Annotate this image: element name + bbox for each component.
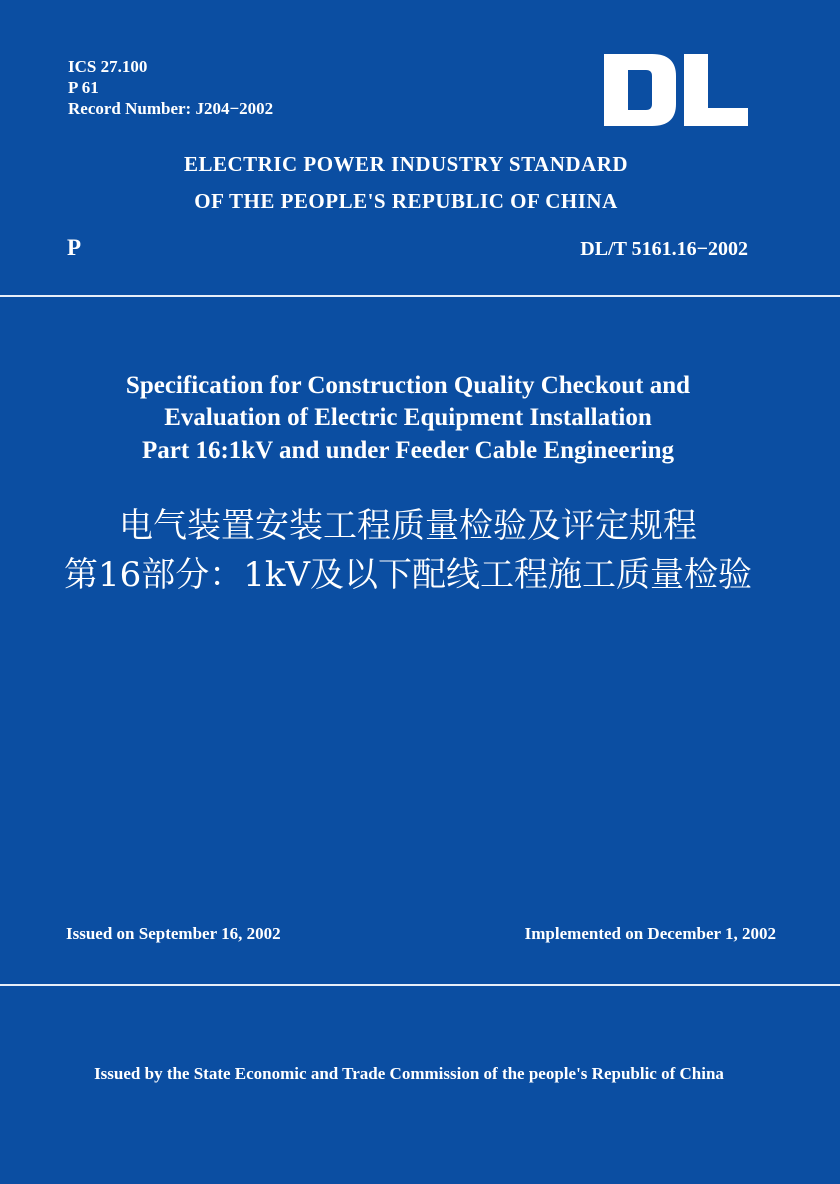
record-number: Record Number: J204−2002 (68, 99, 274, 118)
english-title-line-3: Part 16:1kV and under Feeder Cable Engineering (142, 437, 674, 464)
dl-logo (600, 50, 750, 130)
issuing-authority: Issued by the State Economic and Trade Commission of the people's Republic of China (94, 1064, 724, 1083)
english-title-line-2: Evaluation of Electric Equipment Installation (164, 404, 652, 431)
classification-block (68, 56, 273, 119)
p-code: P 61 (68, 78, 99, 97)
divider-bottom (0, 984, 840, 986)
implemented-date: Implemented on December 1, 2002 (524, 924, 776, 943)
chinese-title-line-1: 电气装置安装工程质量检验及评定规程 (119, 506, 697, 546)
standard-title-line-2: OF THE PEOPLE'S REPUBLIC OF CHINA (194, 189, 618, 213)
standard-title-line-1: ELECTRIC POWER INDUSTRY STANDARD (183, 152, 629, 176)
chinese-title-line-2: 第16部分：1kV及以下配线工程施工质量检验 (63, 555, 753, 595)
ics-code: ICS 27.100 (68, 57, 148, 76)
divider-top (0, 295, 840, 297)
standard-number: DL/T 5161.16−2002 (580, 238, 748, 260)
issued-date: Issued on September 16, 2002 (66, 924, 281, 943)
english-title-line-1: Specification for Construction Quality Checkout and (125, 372, 691, 399)
category-mark: P (67, 235, 82, 260)
